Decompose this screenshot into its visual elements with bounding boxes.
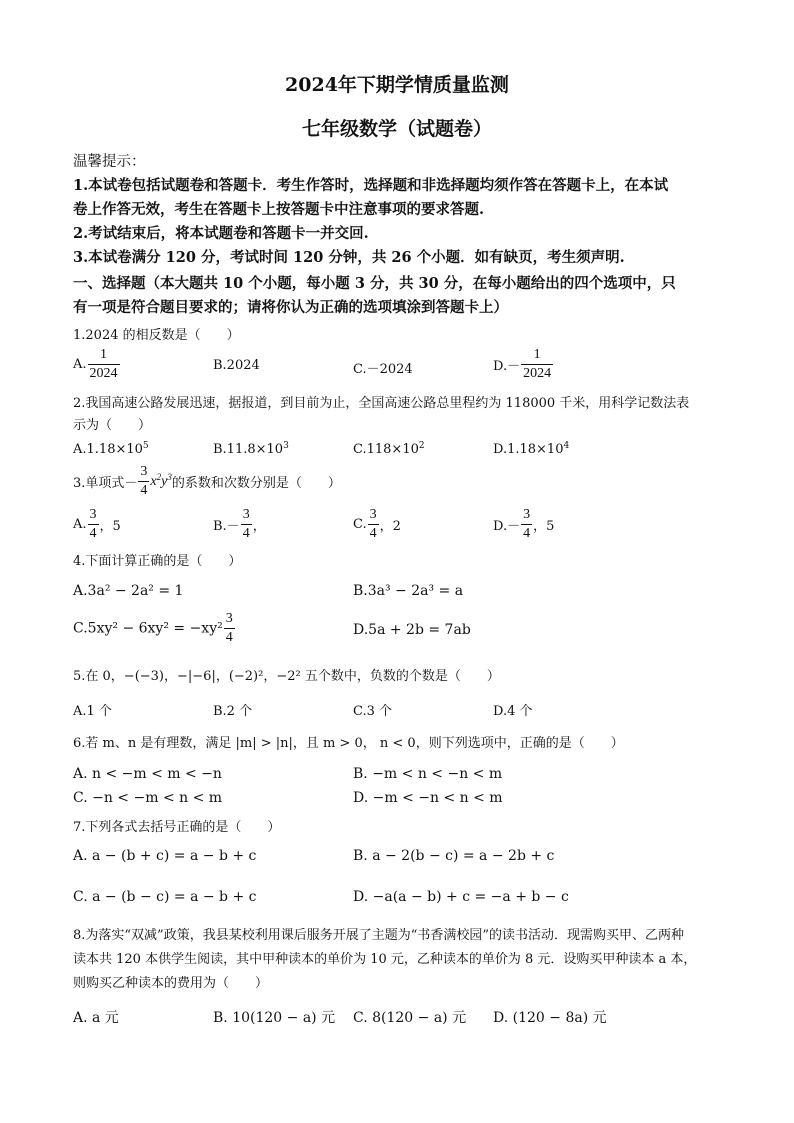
option-b: B.2 个: [213, 704, 253, 719]
notice-line: 3.本试卷满分 120 分，考试时间 120 分钟，共 26 个小题．如有缺页，考生须声明.: [73, 249, 625, 266]
option-a: A. $\frac{1}{2024}$: [73, 347, 118, 381]
question-stem: 8.为落实“双减”政策，我县某校利用课后服务开展了主题为“书香满校园”的读书活动．现需购买甲、乙两种: [73, 928, 684, 943]
option-a: A. a 元: [73, 1010, 119, 1026]
question-stem: 4.下面计算正确的是（ ）: [73, 554, 242, 569]
option-c: C. 8(120 − a) 元: [353, 1010, 467, 1026]
question-stem: 6.若 m、n 是有理数，满足 |m| > |n|，且 m > 0， n < 0，则下列选项中，正确的是（ ）: [73, 736, 624, 751]
option-b: B.3a³ − 2a³ = a: [353, 583, 464, 599]
question-stem: 5.在 0，−(−3)，−|−6|，(−2)²，−2² 五个数中，负数的个数是（ ）: [73, 669, 500, 684]
question-stem: 读本共 120 本供学生阅读，其中甲种读本的单价为 10 元，乙种读本的单价为 8 元．设购买甲种读本 a 本，: [73, 952, 697, 967]
option-d: D. −a(a − b) + c = −a + b − c: [353, 889, 569, 905]
option-b: B. 10(120 − a) 元: [213, 1010, 336, 1026]
notice-line: 卷上作答无效，考生在答题卡上按答题卡中注意事项的要求答题.: [73, 201, 485, 218]
option-b: B. −m < n < −n < m: [353, 766, 503, 782]
option-b: $B.11.8\times 10^3$: [213, 441, 289, 457]
option-a: A. a − (b + c) = a − b + c: [73, 848, 257, 864]
option-a: A. $\frac{3}{4}$ ，5: [73, 507, 121, 541]
option-d: $D.1.18\times 10^4$: [493, 441, 570, 457]
question-stem: 2.我国高速公路发展迅速，据报道，到目前为止，全国高速公路总里程约为 118000 千米，用科学记数法表: [73, 396, 690, 411]
section-heading: 一、选择题（本大题共 10 个小题，每小题 3 分，共 30 分，在每小题给出的四个选项中，只: [73, 275, 676, 292]
option-d: D.5a + 2b = 7ab: [353, 622, 471, 638]
notice-heading: 温馨提示：: [73, 154, 146, 170]
option-a: A.1 个: [73, 704, 112, 719]
option-d: D.4 个: [493, 704, 533, 719]
section-heading: 有一项是符合题目要求的；请将你认为正确的选项填涂到答题卡上）: [73, 299, 508, 316]
option-c: C. −n < −m < n < m: [73, 790, 223, 806]
option-a: A.3a² − 2a² = 1: [73, 583, 184, 599]
option-d: D. (120 − 8a) 元: [493, 1010, 607, 1026]
option-b: B. a − 2(b − c) = a − 2b + c: [353, 848, 555, 864]
question-stem: 3.单项式－ $\frac{3}{4}$ $x^2y^3$的系数和次数分别是（ ）: [73, 464, 341, 498]
option-a: $A.1.18\times 10^5$: [73, 441, 149, 457]
option-b: B.2024: [213, 358, 260, 373]
notice-line: 2.考试结束后，将本试题卷和答题卡一并交回.: [73, 225, 369, 242]
option-c: C. $\frac{3}{4}$ ，2: [353, 507, 401, 541]
question-stem: 1.2024 的相反数是（ ）: [73, 328, 240, 343]
option-d: D.－ $\frac{1}{2024}$: [493, 347, 552, 381]
question-stem: 示为（ ）: [73, 418, 152, 433]
option-b: B.－ $\frac{3}{4}$ ，: [213, 507, 266, 541]
question-stem: 则购买乙种读本的费用为（ ）: [73, 976, 269, 991]
page-title: 2024年下期学情质量监测: [285, 74, 509, 96]
option-c: C.5xy² − 6xy² = −xy² $\frac{3}{4}$: [73, 611, 233, 645]
option-c: $C.118\times 10^2$: [353, 441, 425, 457]
question-stem: 7.下列各式去括号正确的是（ ）: [73, 820, 281, 835]
option-a: A. n < −m < m < −n: [73, 766, 222, 782]
option-d: D. −m < −n < n < m: [353, 790, 503, 806]
option-c: C.－2024: [353, 362, 413, 377]
option-c: C. a − (b − c) = a − b + c: [73, 889, 257, 905]
option-c: C.3 个: [353, 704, 393, 719]
page-subtitle: 七年级数学（试题卷）: [301, 118, 492, 140]
option-d: D.－ $\frac{3}{4}$ ，5: [493, 507, 555, 541]
notice-line: 1.本试卷包括试题卷和答题卡．考生作答时，选择题和非选择题均须作答在答题卡上，在本试: [73, 177, 669, 194]
